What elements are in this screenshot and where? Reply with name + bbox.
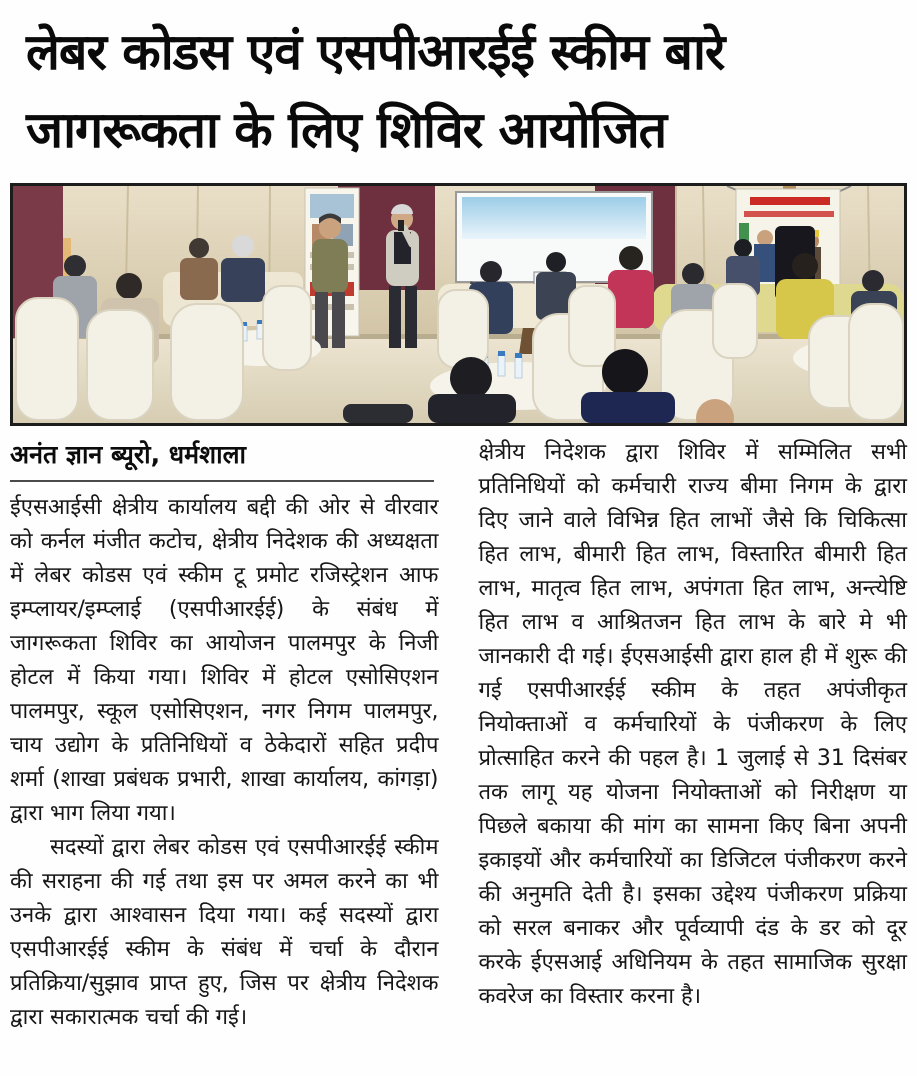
right-column bbox=[479, 436, 908, 1035]
article-body bbox=[0, 426, 917, 1035]
byline-divider bbox=[10, 480, 434, 482]
article-paragraph-1: ईएसआईसी क्षेत्रीय कार्यालय बद्दी की ओर से वीरवार को कर्नल मंजीत कटोच, क्षेत्रीय निदेशक की अध्यक्षता में लेबर कोडस एवं स्कीम टू प्रमोट रजिस्ट्रेशन आफ इम्प्लायर/इम्प्लाई (एसपीआरईई) के संबंध में जागरूकता शिविर का आयोजन पालमपुर के निजी होटल में किया गया। शिविर में होटल एसोसिएशन पालमपुर, स्कूल एसोसिएशन, नगर निगम पालमपुर, चाय उद्योग के प्रतिनिधियों व ठेकेदारों सहित प्रदीप शर्मा (शाखा प्रबंधक प्रभारी, शाखा कार्यालय, कांगड़ा) द्वारा भाग लिया गया। bbox=[10, 495, 439, 826]
headline-line-1: लेबर कोडस एवं एसपीआरईई स्कीम बारे bbox=[26, 23, 725, 81]
byline: अनंत ज्ञान ब्यूरो, धर्मशाला bbox=[10, 440, 247, 469]
event-photo-illustration bbox=[13, 186, 904, 423]
headline-line-2: जागरूकता के लिए शिविर आयोजित bbox=[26, 100, 667, 159]
event-photo bbox=[10, 183, 907, 426]
left-column bbox=[10, 436, 439, 1035]
article-paragraph-2: सदस्यों द्वारा लेबर कोडस एवं एसपीआरईई स्कीम की सराहना की गई तथा इस पर अमल करने का भी उनके द्वारा आश्वासन दिया गया। कई सदस्यों द्वारा एसपीआरईई स्कीम के संबंध में चर्चा के दौरान प्रतिक्रिया/सुझाव प्राप्त हुए, जिस पर क्षेत्रीय निदेशक द्वारा सकारात्मक चर्चा की गई। bbox=[10, 835, 439, 1030]
headline bbox=[0, 0, 917, 173]
article-paragraph-3: क्षेत्रीय निदेशक द्वारा शिविर में सम्मिलित सभी प्रतिनिधियों को कर्मचारी राज्य बीमा निगम के द्वारा दिए जाने वाले विभिन्न हित लाभों जैसे कि चिकित्सा हित लाभ, बीमारी हित लाभ, विस्तारित बीमारी हित लाभ, मातृत्व हित लाभ, अपंगता हित लाभ, अन्त्येष्टि हित लाभ व आश्रितजन हित लाभ के बारे मे भी जानकारी दी गई। ईएसआईसी द्वारा हाल ही में शुरू की गई एसपीआरईई स्कीम के तहत अपंजीकृत नियोक्ताओं व कर्मचारियों के पंजीकरण के लिए प्रोत्साहित करने की पहल है। 1 जुलाई से 31 दिसंबर तक लागू यह योजना नियोक्ताओं को निरीक्षण या पिछले बकाया की मांग का सामना किए बिना अपनी इकाइयों और कर्मचारियों का डिजिटल पंजीकरण करने की अनुमति देती है। इसका उद्देश्य पंजीकरण प्रक्रिया को सरल बनाकर और पूर्वव्यापी दंड के डर को दूर करके ईएसआई अधिनियम के तहत सामाजिक सुरक्षा कवरेज का विस्तार करना है। bbox=[478, 440, 907, 1009]
